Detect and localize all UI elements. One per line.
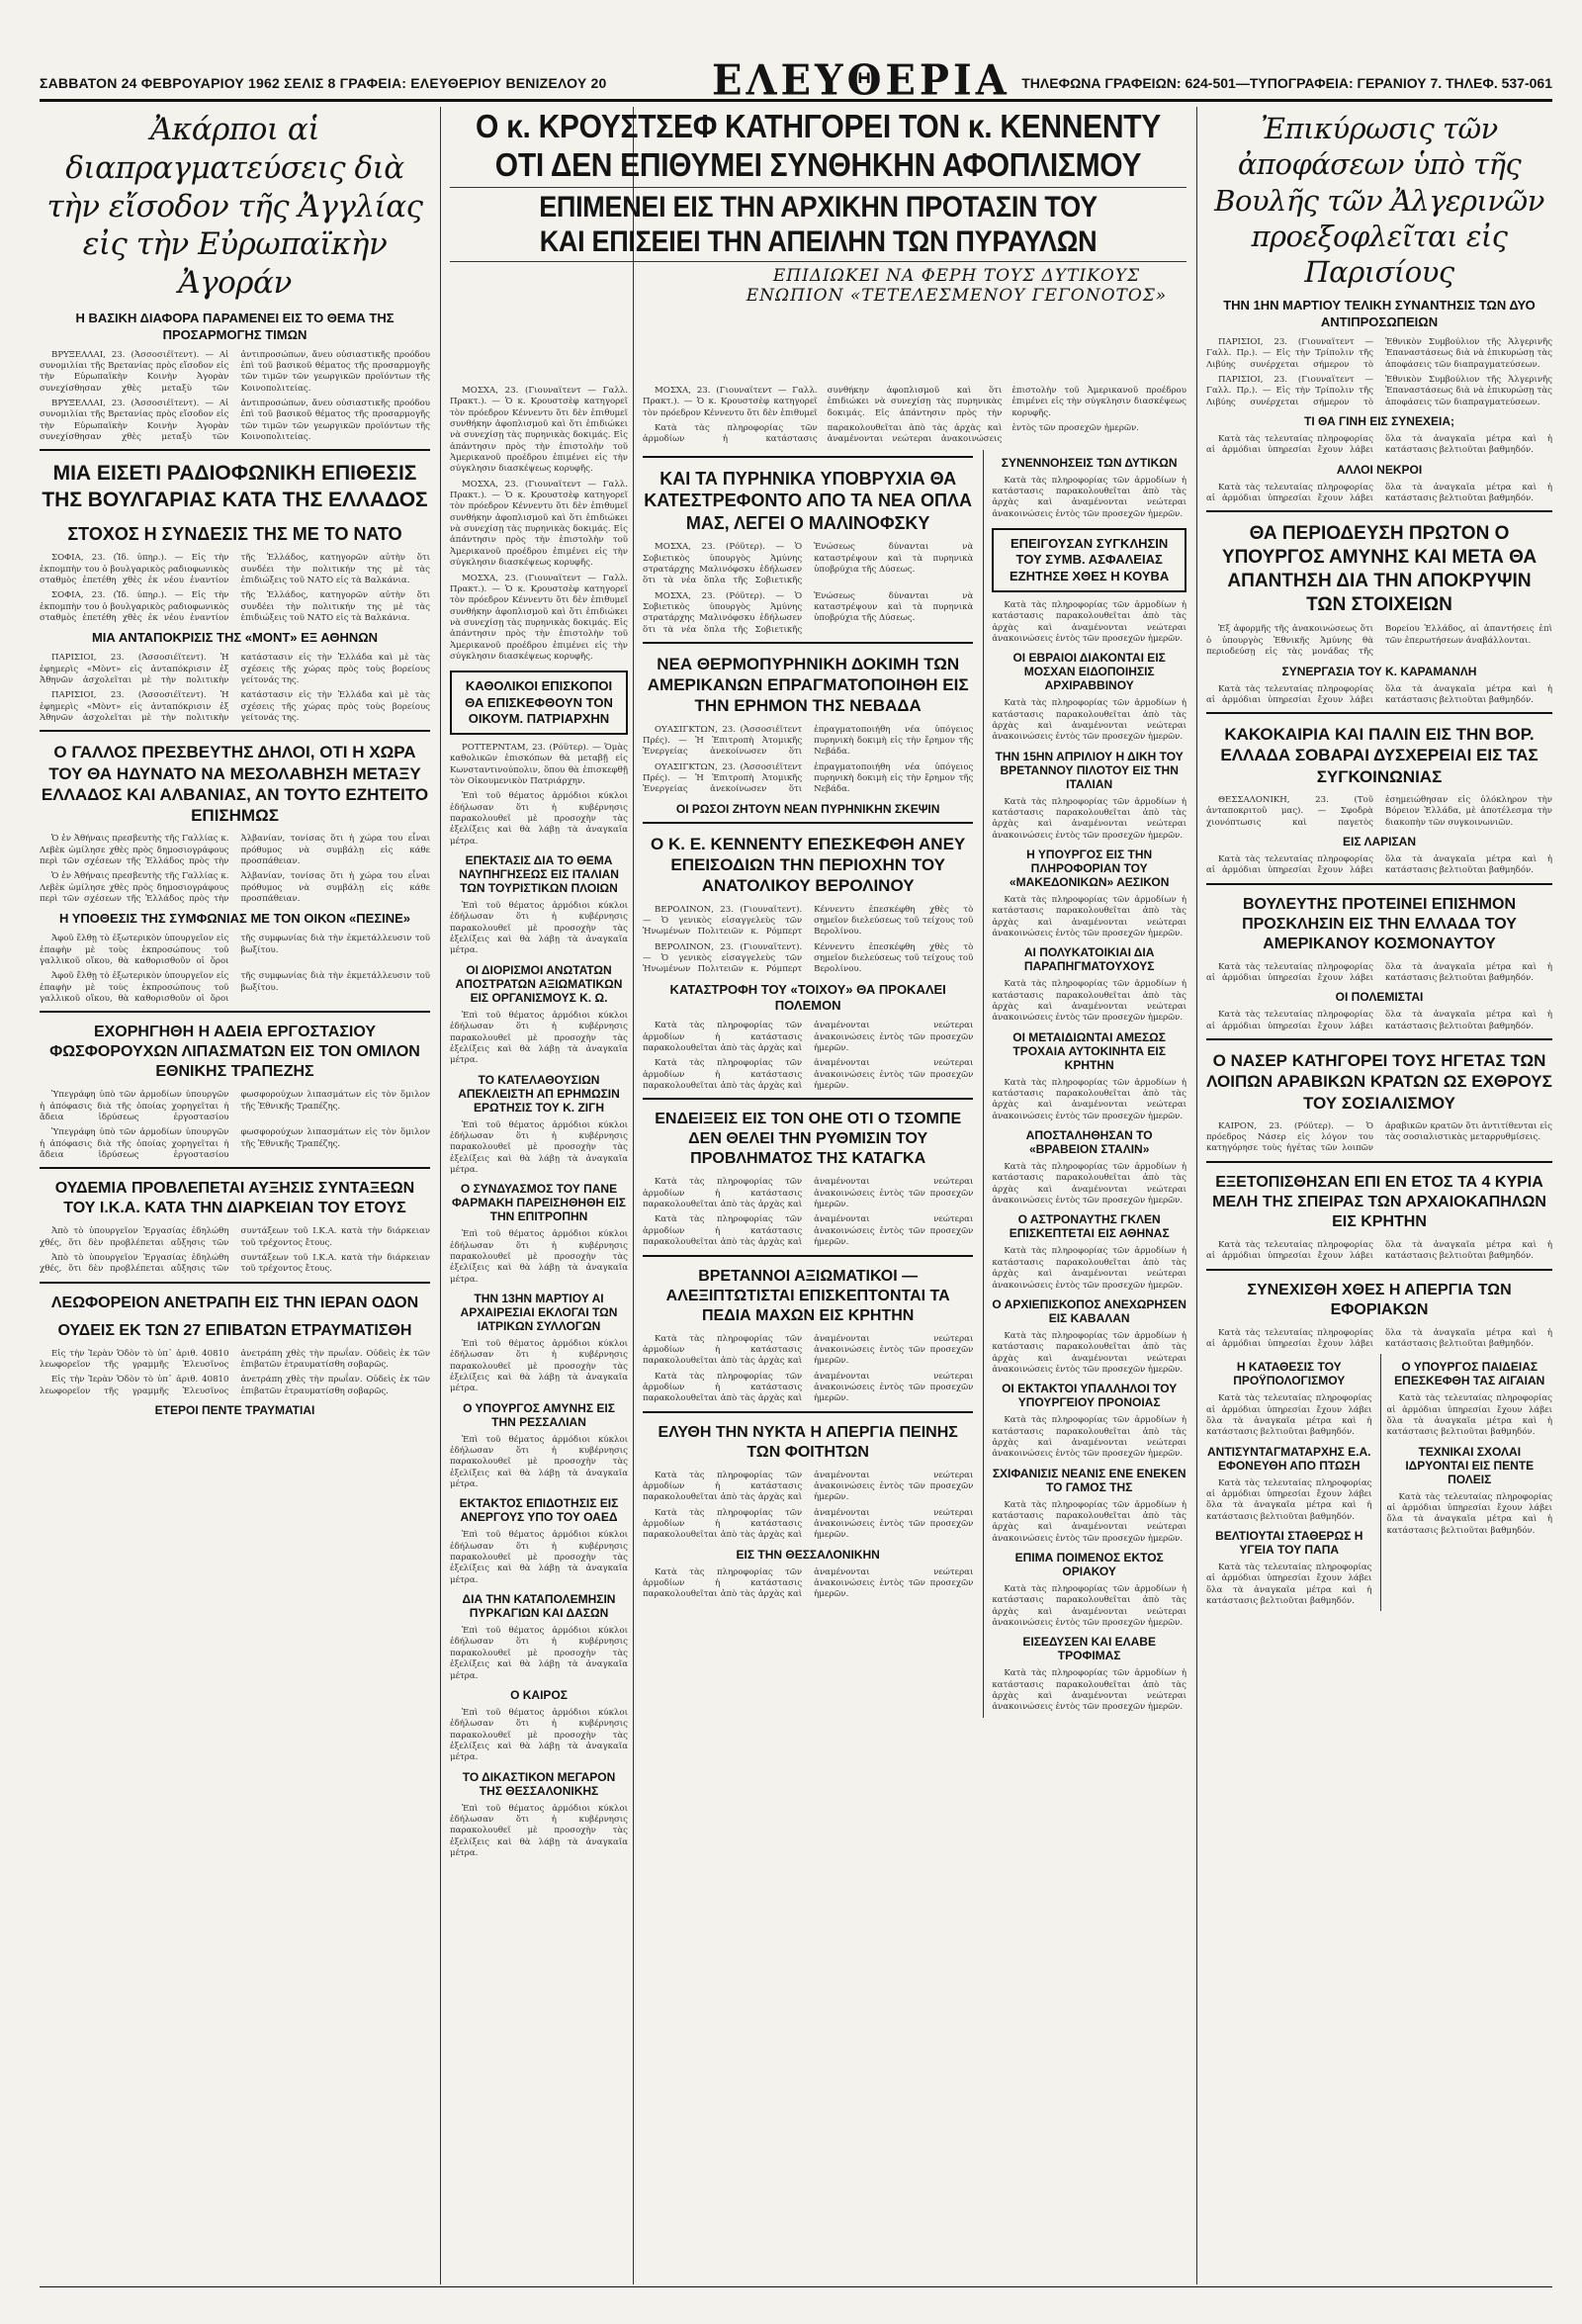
article-body: ΠΑΡΙΣΙΟΙ, 23. (Γιουναϊτεντ — Γαλλ. Πρ.). — Εἰς τὴν Τρίπολιν τῆς Λιβύης συνέρχεται σήμερον τὸ Ἐθνικὸν Συμβούλιον τῆς Ἀλγερινῆς Ἐπαναστάσεως διὰ νὰ ἐπικυρώσῃ τὰς ἀποφάσεις τῶν διαπραγματεύσεων. <box>1206 337 1552 370</box>
headline-makedonika: Η ΥΠΟΥΡΓΟΣ ΕΙΣ ΤΗΝ ΠΛΗΡΟΦΟΡΙΑΝ ΤΟΥ «ΜΑΚΕΔΟΝΙΚΩΝ» ΑΕΣΙΚΟΝ <box>1009 847 1170 889</box>
subheadline: ΤΗΝ 1ΗΝ ΜΑΡΤΙΟΥ ΤΕΛΙΚΗ ΣΥΝΑΝΤΗΣΙΣ ΤΩΝ ΔΥΟ ΑΝΤΙΠΡΟΣΩΠΕΙΩΝ <box>1223 298 1536 330</box>
article-body: Εἰς τὴν Ἱερὰν Ὁδὸν τὸ ὑπ᾽ ἀριθ. 40810 λεωφορεῖον τῆς γραμμῆς Ἐλευσῖνος ἀνετράπη χθὲς τὴν πρωΐαν. Οὐδεὶς ἐκ τῶν ἐπιβατῶν ἐτραυματίσθη σοβαρῶς. <box>40 1375 430 1396</box>
headline-moscow-jews: ΟΙ ΕΒΡΑΙΟΙ ΔΙΑΚΟΝΤΑΙ ΕΙΣ ΜΟΣΧΑΝ ΕΙΔΟΠΟΙΗΣΙΣ ΑΡΧΙΡΑΒΒΙΝΟΥ <box>1012 651 1166 693</box>
headline-what-next: ΤΙ ΘΑ ΓΙΝΗ ΕΙΣ ΣΥΝΕΧΕΙΑ; <box>1304 414 1454 429</box>
headline-nato-target: ΣΤΟΧΟΣ Η ΣΥΝΔΕΣΙΣ ΤΗΣ ΜΕ ΤΟ ΝΑΤΟ <box>67 523 402 544</box>
section-rule <box>450 187 1186 188</box>
article-body: Κατὰ τὰς πληροφορίας τῶν ἁρμοδίων ἡ κατάστασις παρακολουθεῖται ἀπὸ τὰς ἀρχὰς καὶ ἀναμένονται νεώτεραι ἀνακοινώσεις ἐντὸς τῶν προσεχῶν ἡμερῶν. <box>992 1415 1186 1460</box>
article-body: Ὑπεγράφη ὑπὸ τῶν ἁρμοδίων ὑπουργῶν ἡ ἀπόφασις διὰ τῆς ὁποίας χορηγεῖται ἡ ἄδεια ἱδρύσεως ἐργοστασίου φωσφορούχων λιπασμάτων εἰς τὸν ὅμιλον τῆς Ἐθνικῆς Τραπέζης. <box>40 1127 430 1161</box>
article-body: ΠΑΡΙΣΙΟΙ, 23. (Ἀσσοσιέϊτεντ). Ἡ ἐφημερὶς «Μὸντ» εἰς ἀνταπόκρισιν ἐξ Ἀθηνῶν ἀσχολεῖται μὲ τὴν πολιτικὴν κατάστασιν εἰς τὴν Ἑλλάδα καὶ μὲ τὰς σχέσεις τῆς χώρας πρὸς τοὺς βορείους γείτονάς της. <box>40 690 430 723</box>
article-body: ΣΟΦΙΑ, 23. (Ἰδ. ὑπηρ.). — Εἰς τὴν ἐκπομπὴν του ὁ βουλγαρικὸς ραδιοφωνικὸς σταθμὸς ἐπετέθη χθὲς ἐκ νέου ἐναντίον τῆς Ἑλλάδος, κατηγορῶν αὐτὴν ὅτι συνδέει τὴν πολιτικήν της μὲ τὰς ἐπιδιώξεις τοῦ ΝΑΤΟ εἰς τὰ Βαλκάνια. <box>40 553 430 585</box>
column-left <box>40 107 430 2284</box>
headline-antiquities-smugglers: ΕΞΕΤΟΠΙΣΘΗΣΑΝ ΕΠΙ ΕΝ ΕΤΟΣ ΤΑ 4 ΚΥΡΙΑ ΜΕΛΗ ΤΗΣ ΣΠΕΙΡΑΣ ΤΩΝ ΑΡΧΑΙΟΚΑΠΗΛΩΝ ΕΙΣ ΚΡΗΤΗΝ <box>1212 1173 1546 1230</box>
headline-young-woman: ΣΧΙΦΑΝΙΣΙΣ ΝΕΑΝΙΣ ΕΝΕ ΕΝΕΚΕΝ ΤΟ ΓΑΜΟΣ ΤΗΣ <box>992 1466 1186 1494</box>
article-body: Ἀπὸ τὸ ὑπουργεῖον Ἐργασίας ἐδηλώθη χθές, ὅτι δὲν προβλέπεται αὔξησις τῶν συντάξεων τοῦ Ι.Κ.Α. κατὰ τὴν διάρκειαν τοῦ τρέχοντος ἔτους. <box>40 1226 430 1248</box>
article-body: ΒΡΥΞΕΛΛΑΙ, 23. (Ἀσσοσιέϊτεντ). — Αἱ συνομιλίαι τῆς Βρετανίας πρὸς εἴσοδον εἰς τὴν Εὐρωπαϊκὴν Κοινὴν Ἀγορὰν συνεχίσθησαν χθὲς μεταξὺ τῶν ἀντιπροσώπων, ἄνευ οὐσιαστικῆς προόδου ἐπὶ τοῦ βασικοῦ θέματος τῆς προσαρμογῆς τῶν τιμῶν τῶν γεωργικῶν προϊόντων τῆς Κοινοπολιτείας. <box>40 349 430 394</box>
headline-nevada-test: ΝΕΑ ΘΕΡΜΟΠΥΡΗΝΙΚΗ ΔΟΚΙΜΗ ΤΩΝ ΑΜΕΡΙΚΑΝΩΝ ΕΠΡΑΓΜΑΤΟΠΟΙΗΘΗ ΕΙΣ ΤΗΝ ΕΡΗΜΟΝ ΤΗΣ ΝΕΒΑΔΑ <box>647 654 969 716</box>
bottom-rule <box>40 2286 1552 2287</box>
article-body: Ἐπὶ τοῦ θέματος ἁρμόδιοι κύκλοι ἐδήλωσαν ὅτι ἡ κυβέρνησις παρακολουθεῖ μὲ προσοχὴν τὰς ἐξελίξεις καὶ θὰ λάβῃ τὰ ἀναγκαῖα μέτρα. <box>450 1530 628 1585</box>
headline-british-paratroopers: ΒΡΕΤΑΝΝΟΙ ΑΞΙΩΜΑΤΙΚΟΙ — ΑΛΕΞΙΠΤΩΤΙΣΤΑΙ ΕΠΙΣΚΕΠΤΟΝΤΑΙ ΤΑ ΠΕΔΙΑ ΜΑΧΩΝ ΕΙΣ ΚΡΗΤΗΝ <box>665 1267 950 1324</box>
lead-headline-line-4: ΚΑΙ ΕΠΙΣΕΙΕΙ ΤΗΝ ΑΠΕΙΛΗΝ ΤΩΝ ΠΥΡΑΥΛΩΝ <box>539 224 1098 258</box>
headline-fertilizer-plant: ΕΧΟΡΗΓΗΘΗ Η ΑΔΕΙΑ ΕΡΓΟΣΤΑΣΙΟΥ ΦΩΣΦΟΡΟΥΧΩΝ ΛΙΠΑΣΜΑΤΩΝ ΕΙΣ ΤΟΝ ΟΜΙΛΟΝ ΕΘΝΙΚΗΣ ΤΡΑΠΕΖΗΣ <box>49 1024 420 1081</box>
headline-western-talks: ΣΥΝΕΝΝΟΗΣΕΙΣ ΤΩΝ ΔΥΤΙΚΩΝ <box>1001 455 1178 470</box>
headline-forest-fires: ΔΙΑ ΤΗΝ ΚΑΤΑΠΟΛΕΜΗΣΙΝ ΠΥΡΚΑΓΙΩΝ ΚΑΙ ΔΑΣΩΝ <box>462 1592 616 1621</box>
section-rule <box>40 1282 430 1284</box>
headline-karamanlis: ΣΥΝΕΡΓΑΣΙΑ ΤΟΥ Κ. ΚΑΡΑΜΑΝΛΗ <box>1281 664 1477 678</box>
article-body: ΘΕΣΣΑΛΟΝΙΚΗ, 23. (Τοῦ ἀνταποκριτοῦ μας). — Σφοδρὰ χιονόπτωσις καὶ παγετὸς ἐσημειώθησαν εἰς ὁλόκληρον τὴν Βόρειον Ἑλλάδα, μὲ ἀποτέλεσμα τὴν διακοπὴν τῶν συγκοινωνιῶν. <box>1206 794 1552 828</box>
headline-veterans: ΟΙ ΠΟΛΕΜΙΣΤΑΙ <box>1335 990 1424 1005</box>
article-body: Κατὰ τὰς τελευταίας πληροφορίας αἱ ἀρμόδιαι ὑπηρεσίαι ἔχουν λάβει ὅλα τὰ ἀναγκαῖα μέτρα καὶ ἡ κατάστασις βελτιοῦται βαθμηδόν. <box>1206 1562 1372 1606</box>
lead-headline-line-3: ΕΠΙΜΕΝΕΙ ΕΙΣ ΤΗΝ ΑΡΧΙΚΗΝ ΠΡΟΤΑΣΙΝ ΤΟΥ <box>539 190 1098 223</box>
headline-apartments: ΑΙ ΠΟΛΥΚΑΤΟΙΚΙΑΙ ΔΙΑ ΠΑΡΑΠΗΓΜΑΤΟΥΧΟΥΣ <box>1023 945 1155 974</box>
masthead-rule <box>40 99 1552 102</box>
column-divider <box>1196 107 1197 2284</box>
lead-article-continued: Κατὰ τὰς πληροφορίας τῶν ἁρμοδίων ἡ κατάστασις παρακολουθεῖται ἀπὸ τὰς ἀρχὰς καὶ ἀναμένονται νεώτεραι ἀνακοινώσεις ἐντὸς τῶν προσεχῶν ἡμερῶν. <box>643 423 1139 445</box>
headline-algeria-ratification: Ἐπικύρωσις τῶν ἀποφάσεων ὑπὸ τῆς Βουλῆς τῶν Ἀλγερινῶν προεξοφλεῖται εἰς Παρισίους <box>1214 112 1544 289</box>
article-body: Κατὰ τὰς πληροφορίας τῶν ἁρμοδίων ἡ κατάστασις παρακολουθεῖται ἀπὸ τὰς ἀρχὰς καὶ ἀναμένονται νεώτεραι ἀνακοινώσεις ἐντὸς τῶν προσεχῶν ἡμερῶν. <box>992 698 1186 743</box>
article-body: Κατὰ τὰς πληροφορίας τῶν ἁρμοδίων ἡ κατάστασις παρακολουθεῖται ἀπὸ τὰς ἀρχὰς καὶ ἀναμένονται νεώτεραι ἀνακοινώσεις ἐντὸς τῶν προσεχῶν ἡμερῶν. <box>643 1566 974 1600</box>
lead-headline-line-1: Ο κ. ΚΡΟΥΣΤΣΕΦ ΚΑΤΗΓΟΡΕΙ ΤΟΝ κ. ΚΕΝΝΕΝΤΥ <box>476 109 1161 145</box>
column-right <box>1206 107 1552 2284</box>
headline-welfare-employees: ΟΙ ΕΚΤΑΚΤΟΙ ΥΠΑΛΛΗΛΟΙ ΤΟΥ ΥΠΟΥΡΓΕΙΟΥ ΠΡΟΝΟΙΑΣ <box>1002 1382 1178 1410</box>
headline-cosmonaut-invite: ΒΟΥΛΕΥΤΗΣ ΠΡΟΤΕΙΝΕΙ ΕΠΙΣΗΜΟΝ ΠΡΟΣΚΛΗΣΙΝ ΕΙΣ ΤΗΝ ΕΛΛΑΔΑ ΤΟΥ ΑΜΕΡΙΚΑΝΟΥ ΚΟΣΜΟΝΑΥΤΟΥ <box>1242 895 1517 952</box>
article-body: Κατὰ τὰς τελευταίας πληροφορίας αἱ ἀρμόδιαι ὑπηρεσίαι ἔχουν λάβει ὅλα τὰ ἀναγκαῖα μέτρα καὶ ἡ κατάστασις βελτιοῦται βαθμηδόν. <box>1386 1491 1552 1536</box>
headline-technical-schools: ΤΕΧΝΙΚΑΙ ΣΧΟΛΑΙ ΙΔΡΥΟΝΤΑΙ ΕΙΣ ΠΕΝΤΕ ΠΟΛΕΙΣ <box>1405 1444 1535 1486</box>
article-body: ΜΟΣΧΑ, 23. (Ρόϋτερ). — Ὁ Σοβιετικὸς ὑπουργὸς Ἀμύνης στρατάρχης Μαλινόφσκυ ἐδήλωσεν ὅτι τὰ νέα ὅπλα τῆς Σοβιετικῆς Ἑνώσεως δύνανται νὰ καταστρέψουν καὶ τὰ πυρηνικὰ ὑποβρύχια τῆς Δύσεως. <box>643 590 974 635</box>
section-rule <box>643 822 973 824</box>
article-body: Κατὰ τὰς πληροφορίας τῶν ἁρμοδίων ἡ κατάστασις παρακολουθεῖται ἀπὸ τὰς ἀρχὰς καὶ ἀναμένονται νεώτεραι ἀνακοινώσεις ἐντὸς τῶν προσεχῶν ἡμερῶν. <box>992 1499 1186 1544</box>
article-body: Κατὰ τὰς πληροφορίας τῶν ἁρμοδίων ἡ κατάστασις παρακολουθεῖται ἀπὸ τὰς ἀρχὰς καὶ ἀναμένονται νεώτεραι ἀνακοινώσεις ἐντὸς τῶν προσεχῶν ἡμερῶν. <box>643 1371 974 1404</box>
section-rule <box>1206 1161 1552 1163</box>
headline-wall-war: ΚΑΤΑΣΤΡΟΦΗ ΤΟΥ «ΤΟΙΧΟΥ» ΘΑ ΠΡΟΚΑΛΕΙ ΠΟΛΕΜΟΝ <box>669 981 946 1014</box>
column-divider <box>633 107 634 2284</box>
headline-nasser: Ο ΝΑΣΕΡ ΚΑΤΗΓΟΡΕΙ ΤΟΥΣ ΗΓΕΤΑΣ ΤΩΝ ΛΟΙΠΩΝ ΑΡΑΒΙΚΩΝ ΚΡΑΤΩΝ ΩΣ ΕΧΘΡΟΥΣ ΤΟΥ ΣΟΣΙΑΛΙΣΜΟΥ <box>1206 1051 1552 1113</box>
article-body: Κατὰ τὰς πληροφορίας τῶν ἁρμοδίων ἡ κατάστασις παρακολουθεῖται ἀπὸ τὰς ἀρχὰς καὶ ἀναμένονται νεώτεραι ἀνακοινώσεις ἐντὸς τῶν προσεχῶν ἡμερῶν. <box>992 1668 1186 1713</box>
article-body: Κατὰ τὰς πληροφορίας τῶν ἁρμοδίων ἡ κατάστασις παρακολουθεῖται ἀπὸ τὰς ἀρχὰς καὶ ἀναμένονται νεώτεραι ἀνακοινώσεις ἐντὸς τῶν προσεχῶν ἡμερῶν. <box>643 1470 974 1503</box>
section-rule <box>643 456 973 458</box>
article-body: Ἀφοῦ ἔλθῃ τὸ ἐξωτερικὸν ὑπουργεῖον εἰς ἐπαφὴν μὲ τοὺς ἐκπροσώπους τοῦ γαλλικοῦ οἴκου, θὰ καθορισθοῦν οἱ ὅροι τῆς συμφωνίας διὰ τὴν ἐκμετάλλευσιν τοῦ βωξίτου. <box>40 934 430 966</box>
headline-pharmacists: Ο ΣΥΝΔΥΑΣΜΟΣ ΤΟΥ ΠΑΝΕ ΦΑΡΜΑΚΗ ΠΑΡΕΙΣΗΘΗΘΗ ΕΙΣ ΤΗΝ ΕΠΙΤΡΟΠΗΝ <box>452 1182 626 1224</box>
article-body: Κατὰ τὰς πληροφορίας τῶν ἁρμοδίων ἡ κατάστασις παρακολουθεῖται ἀπὸ τὰς ἀρχὰς καὶ ἀναμένονται νεώτεραι ἀνακοινώσεις ἐντὸς τῶν προσεχῶν ἡμερῶν. <box>992 894 1186 939</box>
headline-bulgaria-radio: ΜΙΑ ΕΙΣΕΤΙ ΡΑΔΙΟΦΩΝΙΚΗ ΕΠΙΘΕΣΙΣ ΤΗΣ ΒΟΥΛΓΑΡΙΑΣ ΚΑΤΑ ΤΗΣ ΕΛΛΑΔΟΣ <box>42 462 428 511</box>
article-body: Ἐπὶ τοῦ θέματος ἁρμόδιοι κύκλοι ἐδήλωσαν ὅτι ἡ κυβέρνησις παρακολουθεῖ μὲ προσοχὴν τὰς ἐξελίξεις καὶ θὰ λάβῃ τὰ ἀναγκαῖα μέτρα. <box>450 1119 628 1175</box>
article-body: Ὑπεγράφη ὑπὸ τῶν ἁρμοδίων ὑπουργῶν ἡ ἀπόφασις διὰ τῆς ὁποίας χορηγεῖται ἡ ἄδεια ἱδρύσεως ἐργοστασίου φωσφορούχων λιπασμάτων εἰς τὸν ὅμιλον τῆς Ἐθνικῆς Τραπέζης. <box>40 1090 430 1122</box>
article-body: Ἐπὶ τοῦ θέματος ἁρμόδιοι κύκλοι ἐδήλωσαν ὅτι ἡ κυβέρνησις παρακολουθεῖ μὲ προσοχὴν τὰς ἐξελίξεις καὶ θὰ λάβῃ τὰ ἀναγκαῖα μέτρα. <box>450 791 628 847</box>
headline-monde: ΜΙΑ ΑΝΤΑΠΟΚΡΙΣΙΣ ΤΗΣ «ΜΟΝΤ» ΕΞ ΑΘΗΝΩΝ <box>91 630 379 646</box>
headline-education-minister: Ο ΥΠΟΥΡΓΟΣ ΠΑΙΔΕΙΑΣ ΕΠΕΣΚΕΦΘΗ ΤΑΣ ΑΙΓΑΙΑΝ <box>1394 1360 1545 1388</box>
headline-retired-officers: ΟΙ ΔΙΟΡΙΣΜΟΙ ΑΝΩΤΑΤΩΝ ΑΠΟΣΤΡΑΤΩΝ ΑΞΙΩΜΑΤΙΚΩΝ ΕΙΣ ΟΡΓΑΝΙΣΜΟΥΣ Κ. Ω. <box>455 962 623 1005</box>
masthead <box>40 55 1552 106</box>
article-body: Ἐξ ἀφορμῆς τῆς ἀνακοινώσεως ὅτι ὁ ὑπουργὸς Ἐθνικῆς Ἀμύνης θὰ περιοδεύσῃ εἰς τὰς μονάδας τῆς Βορείου Ἑλλάδος, αἱ ἀπαντήσεις ἐπὶ τῶν ἐπερωτήσεων ἀναβάλλονται. <box>1206 624 1552 658</box>
headline-larissa: ΕΙΣ ΛΑΡΙΣΑΝ <box>1343 834 1416 849</box>
article-body: Κατὰ τὰς πληροφορίας τῶν ἁρμοδίων ἡ κατάστασις παρακολουθεῖται ἀπὸ τὰς ἀρχὰς καὶ ἀναμένονται νεώτεραι ἀνακοινώσεις ἐντὸς τῶν προσεχῶν ἡμερῶν. <box>992 796 1186 841</box>
lead-headline-line-2: ΟΤΙ ΔΕΝ ΕΠΙΘΥΜΕΙ ΣΥΝΘΗΚΗΝ ΑΦΟΠΛΙΣΜΟΥ <box>494 146 1142 184</box>
section-rule <box>1206 1269 1552 1271</box>
headline-archbishop-kavala: Ο ΑΡΧΙΕΠΙΣΚΟΠΟΣ ΑΝΕΧΩΡΗΣΕΝ ΕΙΣ ΚΑΒΑΛΑΝ <box>992 1296 1186 1325</box>
headline-colonel-fall: ΑΝΤΙΣΥΝΤΑΓΜΑΤΑΡΧΗΣ Ε.Α. ΕΦΟΝΕΥΘΗ ΑΠΟ ΠΤΩΣΗ <box>1206 1444 1371 1473</box>
headline-crete-cars: ΟΙ ΜΕΤΑΙΔΙΩΝΤΑΙ ΑΜΕΣΩΣ ΤΡΟΧΑΙΑ ΑΥΤΟΚΙΝΗΤΑ ΕΙΣ ΚΡΗΤΗΝ <box>1012 1029 1167 1072</box>
headline-courthouse: ΤΟ ΔΙΚΑΣΤΙΚΟΝ ΜΕΓΑΡΟΝ ΤΗΣ ΘΕΣΣΑΛΟΝΙΚΗΣ <box>462 1769 616 1798</box>
headline-food-theft: ΕΙΣΕΔΥΣΕΝ ΚΑΙ ΕΛΑΒΕ ΤΡΟΦΙΜΑΣ <box>1022 1635 1156 1663</box>
lead-story-header <box>450 107 1186 310</box>
article-body: Κατὰ τὰς τελευταίας πληροφορίας αἱ ἀρμόδιαι ὑπηρεσίαι ἔχουν λάβει ὅλα τὰ ἀναγκαῖα μέτρα καὶ ἡ κατάστασις βελτιοῦται βαθμηδόν. <box>1206 961 1552 983</box>
article-body: Κατὰ τὰς πληροφορίας τῶν ἁρμοδίων ἡ κατάστασις παρακολουθεῖται ἀπὸ τὰς ἀρχὰς καὶ ἀναμένονται νεώτεραι ἀνακοινώσεις ἐντὸς τῶν προσεχῶν ἡμερῶν. <box>643 1507 974 1541</box>
article-body: Ἐπὶ τοῦ θέματος ἁρμόδιοι κύκλοι ἐδήλωσαν ὅτι ἡ κυβέρνησις παρακολουθεῖ μὲ προσοχὴν τὰς ἐξελίξεις καὶ θὰ λάβῃ τὰ ἀναγκαῖα μέτρα. <box>450 1010 628 1066</box>
article-body: Κατὰ τὰς τελευταίας πληροφορίας αἱ ἀρμόδιαι ὑπηρεσίαι ἔχουν λάβει ὅλα τὰ ἀναγκαῖα μέτρα καὶ ἡ κατάστασις βελτιοῦται βαθμηδόν. <box>1206 434 1552 456</box>
article-body: ΜΟΣΧΑ, 23. (Ρόϋτερ). — Ὁ Σοβιετικὸς ὑπουργὸς Ἀμύνης στρατάρχης Μαλινόφσκυ ἐδήλωσεν ὅτι τὰ νέα ὅπλα τῆς Σοβιετικῆς Ἑνώσεως δύνανται νὰ καταστρέψουν καὶ τὰ πυρηνικὰ ὑποβρύχια τῆς Δύσεως. <box>643 542 974 586</box>
article-body: Κατὰ τὰς πληροφορίας τῶν ἁρμοδίων ἡ κατάστασις παρακολουθεῖται ἀπὸ τὰς ἀρχὰς καὶ ἀναμένονται νεώτεραι ἀνακοινώσεις ἐντὸς τῶν προσεχῶν ἡμερῶν. <box>643 1058 974 1092</box>
headline-no-injuries: ΟΥΔΕΙΣ ΕΚ ΤΩΝ 27 ΕΠΙΒΑΤΩΝ ΕΤΡΑΥΜΑΤΙΣΘΗ <box>57 1321 412 1339</box>
section-rule <box>1206 1038 1552 1040</box>
article-body: ΣΟΦΙΑ, 23. (Ἰδ. ὑπηρ.). — Εἰς τὴν ἐκπομπὴν του ὁ βουλγαρικὸς ραδιοφωνικὸς σταθμὸς ἐπετέθη χθὲς ἐκ νέου ἐναντίον τῆς Ἑλλάδος, κατηγορῶν αὐτὴν ὅτι συνδέει τὴν πολιτικήν της μὲ τὰς ἐπιδιώξεις τοῦ ΝΑΤΟ εἰς τὰ Βαλκάνια. <box>40 590 430 623</box>
lead-article-body: ΜΟΣΧΑ, 23. (Γιουναϊτεντ — Γαλλ. Πρακτ.). — Ὁ κ. Κρουστσὲφ κατηγορεῖ τὸν πρόεδρον Κέννεντυ ὅτι δὲν ἐπιθυμεῖ συνθήκην ἀφοπλισμοῦ καὶ ὅτι ἐπιδιώκει νὰ συνεχίσῃ τὰς πυρηνικὰς δοκιμάς. Εἰς ἀπάντησιν πρὸς τὴν ἐπιστολὴν τοῦ Ἀμερικανοῦ προέδρου ἐπιμένει εἰς τὴν σύγκλησιν διασκέψεως κορυφῆς. <box>450 573 628 662</box>
article-body: ΚΑΙΡΟΝ, 23. (Ρόϋτερ). — Ὁ πρόεδρος Νάσερ εἰς λόγον του κατηγόρησε τοὺς ἡγέτας τῶν λοιπῶν ἀραβικῶν κρατῶν ὅτι ἀντιτίθενται εἰς τὰς σοσιαλιστικὰς μεταρρυθμίσεις. <box>1206 1120 1552 1154</box>
article-body: Κατὰ τὰς πληροφορίας τῶν ἁρμοδίων ἡ κατάστασις παρακολουθεῖται ἀπὸ τὰς ἀρχὰς καὶ ἀναμένονται νεώτεραι ἀνακοινώσεις ἐντὸς τῶν προσεχῶν ἡμερῶν. <box>992 1162 1186 1207</box>
article-body: Ἐπὶ τοῦ θέματος ἁρμόδιοι κύκλοι ἐδήλωσαν ὅτι ἡ κυβέρνησις παρακολουθεῖ μὲ προσοχὴν τὰς ἐξελίξεις καὶ θὰ λάβῃ τὰ ἀναγκαῖα μέτρα. <box>450 1707 628 1763</box>
article-body: Κατὰ τὰς τελευταίας πληροφορίας αἱ ἀρμόδιαι ὑπηρεσίαι ἔχουν λάβει ὅλα τὰ ἀναγκαῖα μέτρα καὶ ἡ κατάστασις βελτιοῦται βαθμηδόν. <box>1386 1393 1552 1438</box>
headline-catholic-bishops: ΚΑΘΟΛΙΚΟΙ ΕΠΙΣΚΟΠΟΙ ΘΑ ΕΠΙΣΚΕΦΘΟΥΝ ΤΟΝ ΟΙΚΟΥΜ. ΠΑΤΡΙΑΡΧΗΝ <box>450 670 628 735</box>
headline-nuclear-submarines: ΚΑΙ ΤΑ ΠΥΡΗΝΙΚΑ ΥΠΟΒΡΥΧΙΑ ΘΑ ΚΑΤΕΣΤΡΕΦΟΝΤΟ ΑΠΟ ΤΑ ΝΕΑ ΟΠΛΑ ΜΑΣ, ΛΕΓΕΙ Ο ΜΑΛΙΝΟΦΣΚΥ <box>644 468 973 533</box>
article-body: ΒΕΡΟΛΙΝΟΝ, 23. (Γιουναϊτεντ). — Ὁ γενικὸς εἰσαγγελεὺς τῶν Ἡνωμένων Πολιτειῶν κ. Ρόμπερτ Κέννεντυ ἐπεσκέφθη χθὲς τὸ σημεῖον διελεύσεως τοῦ τείχους τοῦ Βερολίνου. <box>643 941 974 975</box>
headline-five-injured: ΕΤΕΡΟΙ ΠΕΝΤΕ ΤΡΑΥΜΑΤΙΑΙ <box>154 1403 315 1418</box>
headline-zigis-question: ΤΟ ΚΑΤΕΛΑΘΟΥΣΙΩΝ ΑΠΕΚΛΕΙΣΤΗ ΑΠ ΕΡΗΜΩΣΙΝ ΕΡΩΤΗΣΙΣ ΤΟΥ Κ. ΖΙΓΗ <box>458 1072 620 1115</box>
section-rule <box>643 1411 973 1413</box>
article-body: Κατὰ τὰς τελευταίας πληροφορίας αἱ ἀρμόδιαι ὑπηρεσίαι ἔχουν λάβει ὅλα τὰ ἀναγκαῖα μέτρα καὶ ἡ κατάστασις βελτιοῦται βαθμηδόν. <box>1206 1239 1552 1262</box>
article-body: Ἐπὶ τοῦ θέματος ἁρμόδιοι κύκλοι ἐδήλωσαν ὅτι ἡ κυβέρνησις παρακολουθεῖ μὲ προσοχὴν τὰς ἐξελίξεις καὶ θὰ λάβῃ τὰ ἀναγκαῖα μέτρα. <box>450 1803 628 1858</box>
article-body: Κατὰ τὰς τελευταίας πληροφορίας αἱ ἀρμόδιαι ὑπηρεσίαι ἔχουν λάβει ὅλα τὰ ἀναγκαῖα μέτρα καὶ ἡ κατάστασις βελτιοῦται βαθμηδόν. <box>1206 1477 1372 1522</box>
section-rule <box>450 261 1186 262</box>
section-rule <box>643 642 973 644</box>
article-body: ΟΥΑΣΙΓΚΤΩΝ, 23. (Ἀσσοσιέϊτεντ Πρές). — Ἡ Ἐπιτροπὴ Ἀτομικῆς Ἐνεργείας ἀνεκοίνωσεν ὅτι ἐπραγματοποιήθη νέα ὑπόγειος πυρηνικὴ δοκιμὴ εἰς τὴν ἔρημον τῆς Νεβάδα. <box>643 724 974 758</box>
section-rule <box>643 1255 973 1257</box>
article-body: ΠΑΡΙΣΙΟΙ, 23. (Ἀσσοσιέϊτεντ). Ἡ ἐφημερὶς «Μὸντ» εἰς ἀνταπόκρισιν ἐξ Ἀθηνῶν ἀσχολεῖται μὲ τὴν πολιτικὴν κατάστασιν εἰς τὴν Ἑλλάδα καὶ μὲ τὰς σχέσεις τῆς χώρας πρὸς τοὺς βορείους γείτονάς της. <box>40 653 430 685</box>
article-body: Ἐπὶ τοῦ θέματος ἁρμόδιοι κύκλοι ἐδήλωσαν ὅτι ἡ κυβέρνησις παρακολουθεῖ μὲ προσοχὴν τὰς ἐξελίξεις καὶ θὰ λάβῃ τὰ ἀναγκαῖα μέτρα. <box>450 1626 628 1681</box>
masthead-phone-line: ΤΗΛΕΦΩΝΑ ΓΡΑΦΕΙΩΝ: 624-501—ΤΥΠΟΓΡΑΦΕΙΑ: ΓΕΡΑΝΙΟΥ 7. ΤΗΛΕΦ. 537-061 <box>1021 75 1552 91</box>
headline-bad-weather-north: ΚΑΚΟΚΑΙΡΙΑ ΚΑΙ ΠΑΛΙΝ ΕΙΣ ΤΗΝ ΒΟΡ. ΕΛΛΑΔΑ ΣΟΒΑΡΑΙ ΔΥΣΧΕΡΕΙΑΙ ΕΙΣ ΤΑΣ ΣΥΓΚΟΙΝΩΝΙΑΣ <box>1220 725 1538 786</box>
article-body: Εἰς τὴν Ἱερὰν Ὁδὸν τὸ ὑπ᾽ ἀριθ. 40810 λεωφορεῖον τῆς γραμμῆς Ἐλευσῖνος ἀνετράπη χθὲς τὴν πρωΐαν. Οὐδεὶς ἐκ τῶν ἐπιβατῶν ἐτραυματίσθη σοβαρῶς. <box>40 1348 430 1371</box>
masthead-date-line: ΣΑΒΒΑΤΟΝ 24 ΦΕΒΡΟΥΑΡΙΟΥ 1962 ΣΕΛΙΣ 8 ΓΡΑΦΕΙΑ: ΕΛΕΥΘΕΡΙΟΥ ΒΕΝΙΖΕΛΟΥ 20 <box>40 75 607 91</box>
headline-bus-overturned: ΛΕΩΦΟΡΕΙΟΝ ΑΝΕΤΡΑΠΗ ΕΙΣ ΤΗΝ ΙΕΡΑΝ ΟΔΟΝ <box>50 1294 419 1311</box>
headline-medical-elections: ΤΗΝ 13ΗΝ ΜΑΡΤΙΟΥ ΑΙ ΑΡΧΑΙΡΕΣΙΑΙ ΕΚΛΟΓΑΙ ΤΩΝ ΙΑΤΡΙΚΩΝ ΣΥΛΛΟΓΩΝ <box>460 1291 618 1333</box>
article-body: ΠΑΡΙΣΙΟΙ, 23. (Γιουναϊτεντ — Γαλλ. Πρ.). — Εἰς τὴν Τρίπολιν τῆς Λιβύης συνέρχεται σήμερον τὸ Ἐθνικὸν Συμβούλιον τῆς Ἀλγερινῆς Ἐπαναστάσεως διὰ νὰ ἐπικυρώσῃ τὰς ἀποφάσεις τῶν διαπραγματεύσεων. <box>1206 375 1552 407</box>
section-rule <box>643 1098 973 1100</box>
article-body: Ἐπὶ τοῦ θέματος ἁρμόδιοι κύκλοι ἐδήλωσαν ὅτι ἡ κυβέρνησις παρακολουθεῖ μὲ προσοχὴν τὰς ἐξελίξεις καὶ θὰ λάβῃ τὰ ἀναγκαῖα μέτρα. <box>450 1434 628 1490</box>
headline-hunger-strike: ΕΛΥΘΗ ΤΗΝ ΝΥΚΤΑ Η ΑΠΕΡΓΙΑ ΠΕΙΝΗΣ ΤΩΝ ΦΟΙΤΗΤΩΝ <box>658 1423 958 1461</box>
lead-article-body: ΜΟΣΧΑ, 23. (Γιουναϊτεντ — Γαλλ. Πρακτ.). — Ὁ κ. Κρουστσὲφ κατηγορεῖ τὸν πρόεδρον Κέννεντυ ὅτι δὲν ἐπιθυμεῖ συνθήκην ἀφοπλισμοῦ καὶ ὅτι ἐπιδιώκει νὰ συνεχίσῃ τὰς πυρηνικὰς δοκιμάς. Εἰς ἀπάντησιν πρὸς τὴν ἐπιστολὴν τοῦ Ἀμερικανοῦ προέδρου ἐπιμένει εἰς τὴν σύγκλησιν διασκέψεως κορυφῆς. <box>450 386 628 475</box>
section-rule <box>40 1011 430 1013</box>
article-body: Κατὰ τὰς πληροφορίας τῶν ἁρμοδίων ἡ κατάστασις παρακολουθεῖται ἀπὸ τὰς ἀρχὰς καὶ ἀναμένονται νεώτεραι ἀνακοινώσεις ἐντὸς τῶν προσεχῶν ἡμερῶν. <box>992 1246 1186 1291</box>
headline-defense-minister: Ο ΥΠΟΥΡΓΟΣ ΑΜΥΝΗΣ ΕΙΣ ΤΗΝ ΡΕΣΣΑΛΙΑΝ <box>463 1400 615 1429</box>
headline-weather: Ο ΚΑΙΡΟΣ <box>510 1687 568 1702</box>
article-body: Κατὰ τὰς τελευταίας πληροφορίας αἱ ἀρμόδιαι ὑπηρεσίαι ἔχουν λάβει ὅλα τὰ ἀναγκαῖα μέτρα καὶ ἡ κατάστασις βελτιοῦται βαθμηδόν. <box>1206 1327 1552 1349</box>
headline-shipbuilding: ΕΠΕΚΤΑΣΙΣ ΔΙΑ ΤΟ ΘΕΜΑ ΝΑΥΠΗΓΗΣΕΩΣ ΕΙΣ ΙΤΑΛΙΑΝ ΤΩΝ ΤΟΥΡΙΣΤΙΚΩΝ ΠΛΟΙΩΝ <box>459 853 619 896</box>
article-body: ΡΟΤΤΕΡΝΤΑΜ, 23. (Ρόϋτερ). — Ὁμὰς καθολικῶν ἐπισκόπων θὰ μεταβῇ εἰς Κωνσταντινούπολιν, ὅπου θὰ ἐπισκεφθῇ τὸν Οἰκουμενικὸν Πατριάρχην. <box>450 743 628 787</box>
article-body: Κατὰ τὰς τελευταίας πληροφορίας αἱ ἀρμόδιαι ὑπηρεσίαι ἔχουν λάβει ὅλα τὰ ἀναγκαῖα μέτρα καὶ ἡ κατάστασις βελτιοῦται βαθμηδόν. <box>1206 853 1552 876</box>
column-center-left <box>450 386 628 2284</box>
article-body: Κατὰ τὰς τελευταίας πληροφορίας αἱ ἀρμόδιαι ὑπηρεσίαι ἔχουν λάβει ὅλα τὰ ἀναγκαῖα μέτρα καὶ ἡ κατάστασις βελτιοῦται βαθμηδόν. <box>1206 482 1552 504</box>
column-center-right <box>643 386 1186 2284</box>
article-body: Ἐπὶ τοῦ θέματος ἁρμόδιοι κύκλοι ἐδήλωσαν ὅτι ἡ κυβέρνησις παρακολουθεῖ μὲ προσοχὴν τὰς ἐξελίξεις καὶ θὰ λάβῃ τὰ ἀναγκαῖα μέτρα. <box>450 1338 628 1394</box>
lead-article-continued: ΜΟΣΧΑ, 23. (Γιουναϊτεντ — Γαλλ. Πρακτ.). — Ὁ κ. Κρουστσὲφ κατηγορεῖ τὸν πρόεδρον Κέννεντυ ὅτι δὲν ἐπιθυμεῖ συνθήκην ἀφοπλισμοῦ καὶ ὅτι ἐπιδιώκει νὰ συνεχίσῃ τὰς πυρηνικὰς δοκιμάς. Εἰς ἀπάντησιν πρὸς τὴν ἐπιστολὴν τοῦ Ἀμερικανοῦ προέδρου ἐπιμένει εἰς τὴν σύγκλησιν διασκέψεως κορυφῆς. <box>643 386 1186 418</box>
article-body: Κατὰ τὰς τελευταίας πληροφορίας αἱ ἀρμόδιαι ὑπηρεσίαι ἔχουν λάβει ὅλα τὰ ἀναγκαῖα μέτρα καὶ ἡ κατάστασις βελτιοῦται βαθμηδόν. <box>1206 1010 1552 1031</box>
headline-astronaut-glenn: Ο ΑΣΤΡΟΝΑΥΤΗΣ ΓΚΛΕΝ ΕΠΙΣΚΕΠΤΕΤΑΙ ΕΙΣ ΑΘΗΝΑΣ <box>1009 1212 1170 1241</box>
article-body: Ὁ ἐν Ἀθήναις πρεσβευτὴς τῆς Γαλλίας κ. Λεβὲκ ὡμίλησε χθὲς πρὸς δημοσιογράφους περὶ τῶν σχέσεων τῆς Ἑλλάδος πρὸς τὴν Ἀλβανίαν, τονίσας ὅτι ἡ χώρα του εἶναι πρόθυμος νὰ συμβάλῃ εἰς κάθε προσπάθειαν. <box>40 871 430 905</box>
article-body: ΒΕΡΟΛΙΝΟΝ, 23. (Γιουναϊτεντ). — Ὁ γενικὸς εἰσαγγελεὺς τῶν Ἡνωμένων Πολιτειῶν κ. Ρόμπερτ Κέννεντυ ἐπεσκέφθη χθὲς τὸ σημεῖον διελεύσεως τοῦ τείχους τοῦ Βερολίνου. <box>643 904 974 938</box>
article-body: Κατὰ τὰς πληροφορίας τῶν ἁρμοδίων ἡ κατάστασις παρακολουθεῖται ἀπὸ τὰς ἀρχὰς καὶ ἀναμένονται νεώτεραι ἀνακοινώσεις ἐντὸς τῶν προσεχῶν ἡμερῶν. <box>643 1177 974 1210</box>
headline-pope-health: ΒΕΛΤΙΟΥΤΑΙ ΣΤΑΘΕΡΩΣ Η ΥΓΕΙΑ ΤΟΥ ΠΑΠΑ <box>1215 1528 1363 1557</box>
newspaper-title: ΕΛΕΥΘΕΡΙΑ <box>712 55 1011 106</box>
lead-kicker: ΕΠΙΔΙΩΚΕΙ ΝΑ ΦΕΡΗ ΤΟΥΣ ΔΥΤΙΚΟΥΣ ΕΝΩΠΙΟΝ «ΤΕΤΕΛΕΣΜΕΝΟΥ ΓΕΓΟΝΟΤΟΣ» <box>746 266 1168 307</box>
headline-budget: Η ΚΑΤΑΘΕΣΙΣ ΤΟΥ ΠΡΟΫΠΟΛΟΓΙΣΜΟΥ <box>1233 1360 1346 1388</box>
section-rule <box>40 449 430 451</box>
headline-stalin-prize: ΑΠΟΣΤΑΛΗΘΗΣΑΝ ΤΟ «ΒΡΑΒΕΙΟΝ ΣΤΑΛΙΝ» <box>1025 1128 1153 1157</box>
article-body: Ὁ ἐν Ἀθήναις πρεσβευτὴς τῆς Γαλλίας κ. Λεβὲκ ὡμίλησε χθὲς πρὸς δημοσιογράφους περὶ τῶν σχέσεων τῆς Ἑλλάδος πρὸς τὴν Ἀλβανίαν, τονίσας ὅτι ἡ χώρα του εἶναι πρόθυμος νὰ συμβάλῃ εἰς κάθε προσπάθειαν. <box>40 834 430 866</box>
article-body: Ἐπὶ τοῦ θέματος ἁρμόδιοι κύκλοι ἐδήλωσαν ὅτι ἡ κυβέρνησις παρακολουθεῖ μὲ προσοχὴν τὰς ἐξελίξεις καὶ θὰ λάβῃ τὰ ἀναγκαῖα μέτρα. <box>450 901 628 956</box>
headline-thessaloniki: ΕΙΣ ΤΗΝ ΘΕΣΣΑΛΟΝΙΚΗΝ <box>736 1547 880 1562</box>
article-body: ΟΥΑΣΙΓΚΤΩΝ, 23. (Ἀσσοσιέϊτεντ Πρές). — Ἡ Ἐπιτροπὴ Ἀτομικῆς Ἐνεργείας ἀνεκοίνωσεν ὅτι ἐπραγματοποιήθη νέα ὑπόγειος πυρηνικὴ δοκιμὴ εἰς τὴν ἔρημον τῆς Νεβάδα. <box>643 761 974 795</box>
section-rule <box>40 730 430 732</box>
headline-kennedy-berlin: Ο Κ. Ε. ΚΕΝΝΕΝΤΥ ΕΠΕΣΚΕΦΘΗ ΑΝΕΥ ΕΠΕΙΣΟΔΙΩΝ ΤΗΝ ΠΕΡΙΟΧΗΝ ΤΟΥ ΑΝΑΤΟΛΙΚΟΥ ΒΕΡΟΛΙΝΟΥ <box>651 834 966 896</box>
headline-unemployment: ΕΚΤΑΚΤΟΣ ΕΠΙΔΟΤΗΣΙΣ ΕΙΣ ΑΝΕΡΓΟΥΣ ΥΠΟ ΤΟΥ ΟΑΕΔ <box>459 1496 619 1525</box>
section-rule <box>1206 510 1552 512</box>
article-body: Ἐπὶ τοῦ θέματος ἁρμόδιοι κύκλοι ἐδήλωσαν ὅτι ἡ κυβέρνησις παρακολουθεῖ μὲ προσοχὴν τὰς ἐξελίξεις καὶ θὰ λάβῃ τὰ ἀναγκαῖα μέτρα. <box>450 1229 628 1285</box>
section-rule <box>1206 883 1552 885</box>
article-body: Κατὰ τὰς πληροφορίας τῶν ἁρμοδίων ἡ κατάστασις παρακολουθεῖται ἀπὸ τὰς ἀρχὰς καὶ ἀναμένονται νεώτεραι ἀνακοινώσεις ἐντὸς τῶν προσεχῶν ἡμερῶν. <box>643 1214 974 1248</box>
headline-tshombe-katanga: ΕΝΔΕΙΞΕΙΣ ΕΙΣ ΤΟΝ ΟΗΕ ΟΤΙ Ο ΤΣΟΜΠΕ ΔΕΝ ΘΕΛΕΙ ΤΗΝ ΡΥΘΜΙΣΙΝ ΤΟΥ ΠΡΟΒΛΗΜΑΤΟΣ ΤΗΣ ΚΑΤΑΓΚΑ <box>655 1111 962 1168</box>
article-body: Κατὰ τὰς τελευταίας πληροφορίας αἱ ἀρμόδιαι ὑπηρεσίαι ἔχουν λάβει ὅλα τὰ ἀναγκαῖα μέτρα καὶ ἡ κατάστασις βελτιοῦται βαθμηδόν. <box>1206 1393 1372 1438</box>
article-body: Κατὰ τὰς πληροφορίας τῶν ἁρμοδίων ἡ κατάστασις παρακολουθεῖται ἀπὸ τὰς ἀρχὰς καὶ ἀναμένονται νεώτεραι ἀνακοινώσεις ἐντὸς τῶν προσεχῶν ἡμερῶν. <box>992 1330 1186 1375</box>
headline-cuba-security-council: ΕΠΕΙΓΟΥΣΑΝ ΣΥΓΚΛΗΣΙΝ ΤΟΥ ΣΥΜΒ. ΑΣΦΑΛΕΙΑΣ ΕΖΗΤΗΣΕ ΧΘΕΣ Η ΚΟΥΒΑ <box>992 528 1186 592</box>
article-body: Ἀφοῦ ἔλθῃ τὸ ἐξωτερικὸν ὑπουργεῖον εἰς ἐπαφὴν μὲ τοὺς ἐκπροσώπους τοῦ γαλλικοῦ οἴκου, θὰ καθορισθοῦν οἱ ὅροι τῆς συμφωνίας διὰ τὴν ἐκμετάλλευσιν τοῦ βωξίτου. <box>40 971 430 1004</box>
article-body: Κατὰ τὰς πληροφορίας τῶν ἁρμοδίων ἡ κατάστασις παρακολουθεῖται ἀπὸ τὰς ἀρχὰς καὶ ἀναμένονται νεώτεραι ἀνακοινώσεις ἐντὸς τῶν προσεχῶν ἡμερῶν. <box>992 1583 1186 1628</box>
article-body: Κατὰ τὰς πληροφορίας τῶν ἁρμοδίων ἡ κατάστασις παρακολουθεῖται ἀπὸ τὰς ἀρχὰς καὶ ἀναμένονται νεώτεραι ἀνακοινώσεις ἐντὸς τῶν προσεχῶν ἡμερῶν. <box>643 1333 974 1367</box>
headline-shepherd: ΕΠΙΜΑ ΠΟΙΜΕΝΟΣ ΕΚΤΟΣ ΟΡΙΑΚΟΥ <box>1014 1550 1164 1578</box>
headline-tax-strike: ΣΥΝΕΧΙΣΘΗ ΧΘΕΣ Η ΑΠΕΡΓΙΑ ΤΩΝ ΕΦΟΡΙΑΚΩΝ <box>1247 1281 1512 1318</box>
headline-russians-nuclear: ΟΙ ΡΩΣΟΙ ΖΗΤΟΥΝ ΝΕΑΝ ΠΥΡΗΝΙΚΗΝ ΣΚΕΨΙΝ <box>675 801 940 816</box>
headline-defense-minister-tour: ΘΑ ΠΕΡΙΟΔΕΥΣΗ ΠΡΩΤΟΝ Ο ΥΠΟΥΡΓΟΣ ΑΜΥΝΗΣ ΚΑΙ ΜΕΤΑ ΘΑ ΑΠΑΝΤΗΣΗ ΔΙΑ ΤΗΝ ΑΠΟΚΡΥΨΙΝ ΤΩΝ ΣΤΟΙΧΕΙΩΝ <box>1221 523 1538 615</box>
lead-article-body: ΜΟΣΧΑ, 23. (Γιουναϊτεντ — Γαλλ. Πρακτ.). — Ὁ κ. Κρουστσὲφ κατηγορεῖ τὸν πρόεδρον Κέννεντυ ὅτι δὲν ἐπιθυμεῖ συνθήκην ἀφοπλισμοῦ καὶ ὅτι ἐπιδιώκει νὰ συνεχίσῃ τὰς πυρηνικὰς δοκιμάς. Εἰς ἀπάντησιν πρὸς τὴν ἐπιστολὴν τοῦ Ἀμερικανοῦ προέδρου ἐπιμένει εἰς τὴν σύγκλησιν διασκέψεως κορυφῆς. <box>450 479 628 569</box>
article-body: Κατὰ τὰς πληροφορίας τῶν ἁρμοδίων ἡ κατάστασις παρακολουθεῖται ἀπὸ τὰς ἀρχὰς καὶ ἀναμένονται νεώτεραι ἀνακοινώσεις ἐντὸς τῶν προσεχῶν ἡμερῶν. <box>992 979 1186 1024</box>
article-body: Κατὰ τὰς πληροφορίας τῶν ἁρμοδίων ἡ κατάστασις παρακολουθεῖται ἀπὸ τὰς ἀρχὰς καὶ ἀναμένονται νεώτεραι ἀνακοινώσεις ἐντὸς τῶν προσεχῶν ἡμερῶν. <box>992 599 1186 644</box>
section-rule <box>1206 712 1552 714</box>
headline-pechiney: Η ΥΠΟΘΕΣΙΣ ΤΗΣ ΣΥΜΦΩΝΙΑΣ ΜΕ ΤΟΝ ΟΙΚΟΝ «ΠΕΣΙΝΕ» <box>58 911 411 927</box>
article-body: Κατὰ τὰς πληροφορίας τῶν ἁρμοδίων ἡ κατάστασις παρακολουθεῖται ἀπὸ τὰς ἀρχὰς καὶ ἀναμένονται νεώτεραι ἀνακοινώσεις ἐντὸς τῶν προσεχῶν ἡμερῶν. <box>992 475 1186 519</box>
article-body: Κατὰ τὰς πληροφορίας τῶν ἁρμοδίων ἡ κατάστασις παρακολουθεῖται ἀπὸ τὰς ἀρχὰς καὶ ἀναμένονται νεώτεραι ἀνακοινώσεις ἐντὸς τῶν προσεχῶν ἡμερῶν. <box>643 1021 974 1054</box>
headline-other-dead: ΑΛΛΟΙ ΝΕΚΡΟΙ <box>1336 462 1423 477</box>
article-body: Ἀπὸ τὸ ὑπουργεῖον Ἐργασίας ἐδηλώθη χθές, ὅτι δὲν προβλέπεται αὔξησις τῶν συντάξεων τοῦ Ι.Κ.Α. κατὰ τὴν διάρκειαν τοῦ τρέχοντος ἔτους. <box>40 1253 430 1275</box>
headline-french-ambassador: Ο ΓΑΛΛΟΣ ΠΡΕΣΒΕΥΤΗΣ ΔΗΛΟΙ, ΟΤΙ Η ΧΩΡΑ ΤΟΥ ΘΑ ΗΔΥΝΑΤΟ ΝΑ ΜΕΣΟΛΑΒΗΣΗ ΜΕΤΑΞΥ ΕΛΛΑΔΟΣ ΚΑΙ ΑΛΒΑΝΙΑΣ, ΑΝ ΤΟΥΤΟ ΕΖΗΤΕΙΤΟ ΕΠΙΣΗΜΩΣ <box>41 743 429 826</box>
headline-british-pilot: ΤΗΝ 15ΗΝ ΑΠΡΙΛΙΟΥ Η ΔΙΚΗ ΤΟΥ ΒΡΕΤΑΝΝΟΥ ΠΙΛΟΤΟΥ ΕΙΣ ΤΗΝ ΙΤΑΛΙΑΝ <box>995 749 1184 791</box>
subheadline: Η ΒΑΣΙΚΗ ΔΙΑΦΟΡΑ ΠΑΡΑΜΕΝΕΙ ΕΙΣ ΤΟ ΘΕΜΑ ΤΗΣ ΠΡΟΣΑΡΜΟΓΗΣ ΤΙΜΩΝ <box>75 310 395 342</box>
column-divider <box>440 107 441 2284</box>
article-body: ΒΡΥΞΕΛΛΑΙ, 23. (Ἀσσοσιέϊτεντ). — Αἱ συνομιλίαι τῆς Βρετανίας πρὸς εἴσοδον εἰς τὴν Εὐρωπαϊκὴν Κοινὴν Ἀγορὰν συνεχίσθησαν χθὲς μεταξὺ τῶν ἀντιπροσώπων, ἄνευ οὐσιαστικῆς προόδου ἐπὶ τοῦ βασικοῦ θέματος τῆς προσαρμογῆς τῶν τιμῶν τῶν γεωργικῶν προϊόντων τῆς Κοινοπολιτείας. <box>40 398 430 442</box>
headline-ika-pensions: ΟΥΔΕΜΙΑ ΠΡΟΒΛΕΠΕΤΑΙ ΑΥΞΗΣΙΣ ΣΥΝΤΑΞΕΩΝ ΤΟΥ Ι.Κ.Α. ΚΑΤΑ ΤΗΝ ΔΙΑΡΚΕΙΑΝ ΤΟΥ ΕΤΟΥΣ <box>54 1180 415 1217</box>
section-rule <box>40 1167 430 1169</box>
article-body: Κατὰ τὰς πληροφορίας τῶν ἁρμοδίων ἡ κατάστασις παρακολουθεῖται ἀπὸ τὰς ἀρχὰς καὶ ἀναμένονται νεώτεραι ἀνακοινώσεις ἐντὸς τῶν προσεχῶν ἡμερῶν. <box>992 1077 1186 1121</box>
headline-uk-common-market: Ἀκάρποι αἱ διαπραγματεύσεις διὰ τὴν εἴσοδον τῆς Ἀγγλίας εἰς τὴν Εὐρωπαϊκὴν Ἀγοράν <box>46 112 423 301</box>
article-body: Κατὰ τὰς τελευταίας πληροφορίας αἱ ἀρμόδιαι ὑπηρεσίαι ἔχουν λάβει ὅλα τὰ ἀναγκαῖα μέτρα καὶ ἡ κατάστασις βελτιοῦται βαθμηδόν. <box>1206 683 1552 705</box>
